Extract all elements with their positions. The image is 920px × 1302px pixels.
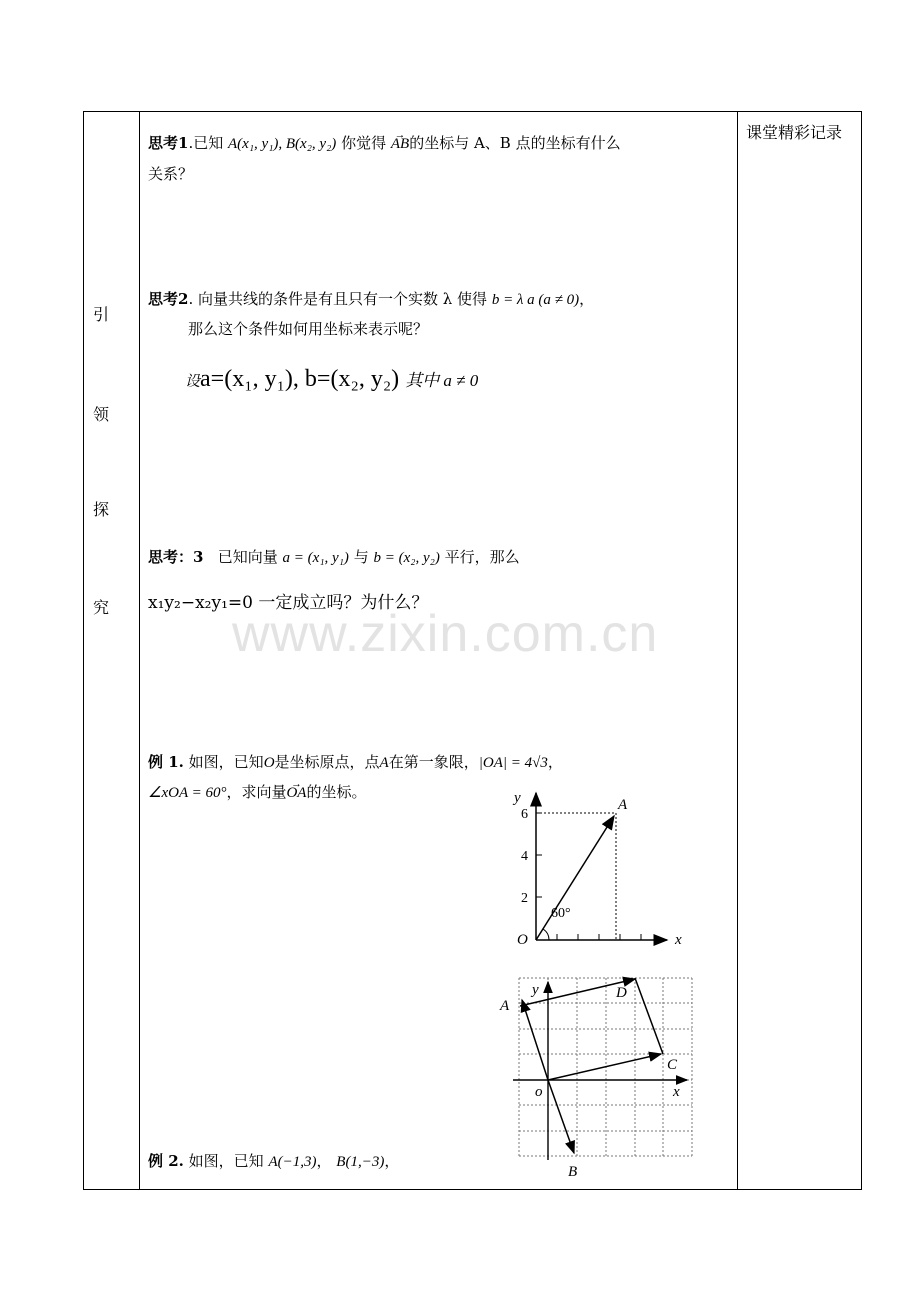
- figure2-segment-dc: [635, 978, 663, 1054]
- think1-text-c: 的坐标与 A、B 点的坐标有什么: [409, 134, 621, 152]
- think2-given-prefix: 设: [185, 374, 201, 390]
- example2-text-b: ，: [384, 1152, 400, 1170]
- example1-magnitude: |OA| = 4√3: [478, 755, 548, 771]
- think2-given-suffix: 其中 a ≠ 0: [405, 371, 479, 390]
- side-char-1: 引: [93, 305, 110, 324]
- think1-text-b: 你觉得: [341, 134, 387, 152]
- figure1-tick-2: 2: [521, 891, 528, 906]
- side-char-3: 探: [93, 500, 110, 519]
- table-divider-left: [139, 111, 140, 1190]
- think3-question: x₁y₂−x₂y₁=0 一定成立吗？为什么？: [148, 593, 429, 613]
- example2-label: 例 2.: [148, 1152, 184, 1170]
- figure2-label-a: A: [500, 998, 510, 1014]
- figure2-label-x: x: [673, 1084, 680, 1100]
- notes-header: 课堂精彩记录: [746, 123, 843, 142]
- think3-label: 思考：3: [148, 548, 204, 566]
- think3-vector-a: a = (x₁, y₁): [282, 550, 349, 566]
- figure2-label-d: D: [616, 985, 627, 1001]
- example1-paragraph: [148, 747, 733, 778]
- think2-text-a: . 向量共线的条件是有且只有一个实数 λ 使得: [188, 290, 488, 308]
- figure1-label-y: y: [514, 790, 521, 806]
- example2-sep: ，: [316, 1152, 332, 1170]
- think2-text-b: ，: [579, 290, 595, 308]
- think1-paragraph: [148, 128, 733, 189]
- example1-text-e: ，求向量: [226, 783, 287, 801]
- think1-text-a: .已知: [188, 134, 224, 152]
- think2-condition: b = λ a (a ≠ 0): [491, 292, 580, 308]
- example2-paragraph: [148, 1146, 399, 1177]
- example2-point-b: B(1,−3): [336, 1154, 385, 1170]
- think2-given-math: a=(x₁, y₁), b=(x₂, y₂): [200, 366, 400, 392]
- figure1-tick-6: 6: [521, 807, 528, 822]
- think3-text-b: 与: [353, 548, 369, 566]
- example1-text-c: 在第一象限，: [388, 753, 479, 771]
- figure2-diagram: [495, 970, 705, 1182]
- think3-text-c: 平行，那么: [444, 548, 520, 566]
- figure2-vector-oc: [548, 1054, 661, 1080]
- think3-vector-b: b = (x₂, y₂): [373, 550, 440, 566]
- example1-point: A: [379, 755, 389, 771]
- figure2-label-origin: o: [535, 1084, 543, 1100]
- figure1-diagram: [505, 785, 690, 955]
- think2-paragraph: [148, 284, 733, 315]
- side-char-2: 领: [93, 405, 110, 424]
- example2-text-a: 如图，已知: [188, 1152, 264, 1170]
- table-divider-right: [737, 111, 738, 1190]
- figure2-label-c: C: [667, 1057, 678, 1073]
- figure1-label-x: x: [675, 932, 682, 948]
- example1-text-d: ，: [547, 753, 563, 771]
- example1-line2: [148, 777, 366, 808]
- figure2-label-y: y: [532, 982, 539, 998]
- figure1-label-origin: O: [517, 932, 528, 948]
- think1-label: 思考1: [148, 134, 189, 152]
- think3-text-a: 已知向量: [217, 548, 278, 566]
- think2-given: [185, 366, 478, 393]
- think2-label: 思考2: [148, 290, 189, 308]
- figure1-vector-oa: [536, 816, 614, 940]
- example1-text-a: 如图，已知: [188, 753, 264, 771]
- figure2-label-b: B: [568, 1164, 578, 1180]
- figure2-vector-ob: [548, 1080, 574, 1153]
- think3-paragraph: [148, 542, 733, 573]
- example1-vector: → OA: [286, 778, 306, 808]
- example1-text-b: 是坐标原点，点: [274, 753, 380, 771]
- watermark: www.zixin.com.cn: [232, 605, 659, 663]
- example2-point-a: A(−1,3): [268, 1154, 317, 1170]
- example1-label: 例 1.: [148, 753, 184, 771]
- think2-line2: 那么这个条件如何用坐标来表示呢？: [188, 320, 429, 338]
- think1-vector: → AB: [391, 129, 409, 159]
- figure2-vector-oa: [522, 1000, 548, 1080]
- example1-text-f: 的坐标。: [306, 783, 367, 801]
- think1-text-d: 关系？: [148, 165, 194, 183]
- figure1-tick-4: 4: [521, 849, 528, 864]
- figure1-label-a: A: [618, 797, 628, 813]
- example1-origin: O: [263, 755, 275, 771]
- side-char-4: 究: [93, 598, 110, 617]
- figure1-angle-arc: [543, 929, 549, 940]
- figure1-label-angle: 60°: [551, 906, 571, 921]
- think1-points: A(x₁, y₁), B(x₂, y₂): [228, 136, 337, 152]
- example1-angle: ∠xOA = 60°: [148, 785, 227, 801]
